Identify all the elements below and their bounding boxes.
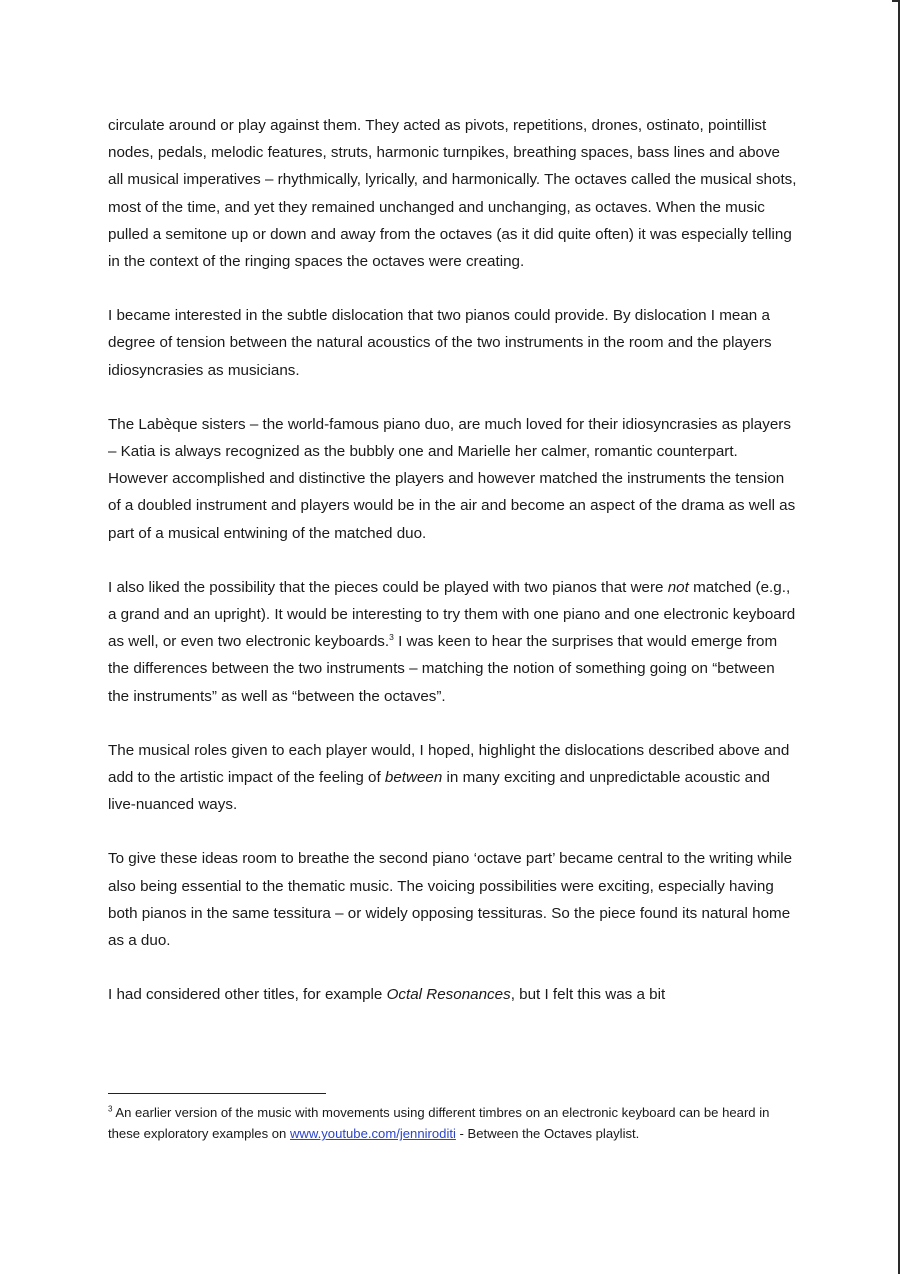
footnotes [108, 1102, 798, 1145]
paragraph-2: I became interested in the subtle dislocation that two pianos could provide. By dislocation I mean a degree of tension between the natural acoustics of the two instruments in the room and the players idiosyncrasies as musicians. [108, 307, 772, 379]
paragraph-4-text-c: I was keen to hear the surprises that would emerge from the differences between the two instruments – matching the notion of something going on “between the instruments” as well as “between the octaves”. [108, 633, 778, 705]
paragraph-1: circulate around or play against them. They acted as pivots, repetitions, drones, ostinato, pointillist nodes, pedals, melodic features, struts, harmonic turnpikes, breathing spaces, bass lines and above all musical imperatives – rhythmically, lyrically, and harmonically. The octaves called the musical shots, most of the time, and yet they remained unchanged and unchanging, as octaves. When the music pulled a semitone up or down and away from the octaves (as it did quite often) it was especially telling in the context of the ringing spaces the octaves were creating. [108, 117, 797, 271]
footnote-mark: 3 [108, 1104, 113, 1114]
footnote-text-a: An earlier version of the music with movements using different timbres on an electronic keyboard can be heard in these exploratory examples on [108, 1105, 770, 1142]
paragraph-3: The Labèque sisters – the world-famous piano duo, are much loved for their idiosyncrasies as players – Katia is always recognized as the bubbly one and Marielle her calmer, romantic counterpart. However accomplished and distinctive the players and however matched the instruments the tension of a doubled instrument and players would be in the air and become an aspect of the drama as well as part of a musical entwining of the matched duo. [108, 415, 796, 542]
footnote-3 [108, 1102, 798, 1145]
emphasis-not: not [667, 578, 689, 596]
paragraph-7-text-a: I had considered other titles, for example [108, 986, 387, 1004]
page-corner [892, 0, 900, 2]
paragraph-5-text-a: The musical roles given to each player would, I hoped, highlight the dislocations described above and add to the artistic impact of the feeling of [108, 741, 790, 787]
paragraph-4 [108, 574, 798, 710]
footnote-reference[interactable]: 3 [389, 632, 394, 643]
paragraph-5-text-b: in many exciting and unpredictable acoustic and live-nuanced ways. [108, 769, 770, 814]
footnote-text-b: - Between the Octaves playlist. [455, 1126, 640, 1142]
emphasis-title: Octal Resonances [386, 986, 511, 1004]
paragraph-4-text-b: matched (e.g., a grand and an upright). It would be interesting to try them with one piano and one electronic keyboard as well, or even two electronic keyboards. [108, 578, 796, 651]
paragraph-6: To give these ideas room to breathe the second piano ‘octave part’ became central to the writing while also being essential to the thematic music. The voicing possibilities were exciting, especially having both pianos in the same tessitura – or widely opposing tessituras. So the piece found its natural home as a duo. [108, 850, 793, 950]
footnote-divider [108, 1093, 326, 1094]
youtube-link[interactable]: www.youtube.com/jenniroditi [289, 1126, 456, 1142]
paragraph-5 [108, 737, 798, 819]
paragraph-7-text-b: , but I felt this was a bit [510, 986, 666, 1004]
paragraph-7 [108, 981, 798, 1008]
emphasis-between: between [384, 769, 443, 787]
body-text [108, 112, 798, 1035]
paragraph-4-text-a: I also liked the possibility that the pieces could be played with two pianos that were [108, 578, 668, 596]
